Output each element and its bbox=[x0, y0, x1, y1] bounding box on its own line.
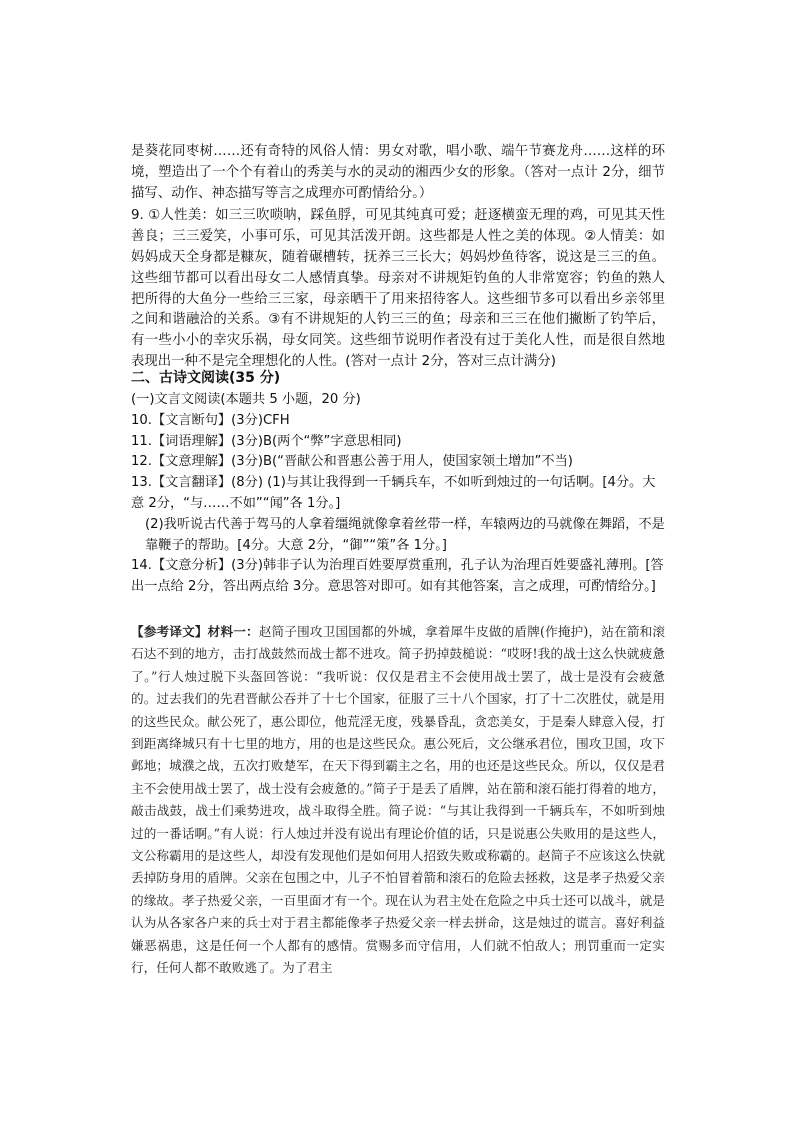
subsection-title: (一)文言文阅读(本题共 5 小题，20 分) bbox=[131, 392, 361, 407]
reference-translation bbox=[131, 621, 665, 980]
translation-lead: 【参考译文】材料一： bbox=[131, 624, 259, 639]
answer-9: 9. ①人性美：如三三吹唢呐，踩鱼脬，可见其纯真可爱；赶逐横蛮无理的鸡，可见其天性善良；三三爱笑，小事可乐，可见其活泼开朗。这些都是人性之美的体现。②人情美：如妈妈成天全身都是糠灰，随着碾槽转，抚养三三长大；妈妈炒鱼待客，说这是三三的鱼。这些细节都可以看出母女二人感情真挚。母亲对不讲规矩钓鱼的人非常宽容；钓鱼的熟人把所得的大鱼分一些给三三家，母亲晒干了用来招待客人。这些细节多可以看出乡亲邻里之间和谐融洽的关系。③有不讲规矩的人钓三三的鱼；母亲和三三在他们撇断了钓竿后，有一些小小的幸灾乐祸，母女同笑。这些细节说明作者没有过于美化人性，而是很自然地表现出一种不是完全理想化的人性。(答对一点计 2分，答对三点计满分) bbox=[131, 208, 665, 369]
answer-10: 10.【文言断句】(3分)CFH bbox=[131, 412, 290, 428]
answer-13-part1: 13.【文言翻译】(8分) (1)与其让我得到一千辆兵车，不如听到烛过的一句话啊。[4分。大意 2分，“与……不如”“闻”各 1分。] bbox=[131, 475, 656, 511]
answer-block-section2 bbox=[131, 390, 665, 598]
answer-13-part2: (2)我听说古代善于驾马的人拿着缰绳就像拿着丝带一样，车辕两边的马就像在舞蹈，不是靠鞭子的帮助。[4分。大意 2分，“御”“策”各 1分。] bbox=[145, 516, 665, 553]
section-heading: 二、古诗文阅读(35 分) bbox=[131, 370, 281, 386]
answer-8-continued: 是葵花同枣树……还有奇特的风俗人情：男女对歌，唱小歌、端午节赛龙舟……这样的环境，塑造出了一个个有着山的秀美与水的灵动的湘西少女的形象。（答对一点计 2分，细节描写、动作、神态描写等言之成理亦可酌情给分。） bbox=[131, 144, 665, 201]
answer-14: 14.【文意分析】(3分)韩非子认为治理百姓要厚赏重刑，孔子认为治理百姓要盛礼薄刑。[答出一点给 2分，答出两点给 3分。意思答对即可。如有其他答案，言之成理，可酌情给分。] bbox=[131, 558, 664, 595]
translation-body: 赵简子围攻卫国国都的外城，拿着犀牛皮做的盾牌(作掩护)，站在箭和滚石达不到的地方，击打战鼓然而战士都不进攻。简子扔掉鼓槌说：“哎呀!我的战士这么快就疲惫了。”行人烛过脱下头盔回答说：“我听说：仅仅是君主不会使用战士罢了，战士是没有会疲惫的。过去我们的先君晋献公吞并了十七个国家，征服了三十八个国家，打了十二次胜仗，就是用的这些民众。献公死了，惠公即位，他荒淫无度，残暴昏乱，贪恋美女，于是秦人肆意入侵，打到距离绛城只有十七里的地方，用的也是这些民众。惠公死后，文公继承君位，围攻卫国，攻下邺地；城濮之战，五次打败楚军，在天下得到霸主之名，用的也还是这些民众。所以，仅仅是君主不会使用战士罢了，战士没有会疲惫的。”简子于是丢了盾牌，站在箭和滚石能打得着的地方，敲击战鼓，战士们乘势进攻，战斗取得全胜。简子说：“与其让我得到一千辆兵车，不如听到烛过的一番话啊。”有人说：行人烛过并没有说出有理论价值的话，只是说惠公失败用的是这些人，文公称霸用的是这些人，却没有发现他们是如何用人招致失败或称霸的。赵简子不应该这么快就丢掉防身用的盾牌。父亲在包围之中，儿子不怕冒着箭和滚石的危险去拯救，这是孝子热爱父亲的缘故。孝子热爱父亲，一百里面才有一个。现在认为君主处在危险之中兵士还可以战斗，就是认为从各家各户来的兵士对于君主都能像孝子热爱父亲一样去拼命，这是烛过的谎言。喜好利益嫌恶祸患，这是任何一个人都有的感情。赏赐多而守信用，人们就不怕敌人；刑罚重而一定实行，任何人都不敢败逃了。为了君主 bbox=[131, 624, 666, 976]
answer-block-top bbox=[131, 142, 665, 373]
answer-11: 11.【词语理解】(3分)B(两个“弊”字意思相同) bbox=[131, 433, 402, 449]
answer-12: 12.【文意理解】(3分)B(“晋献公和晋惠公善于用人，使国家领土增加”不当) bbox=[131, 454, 573, 470]
